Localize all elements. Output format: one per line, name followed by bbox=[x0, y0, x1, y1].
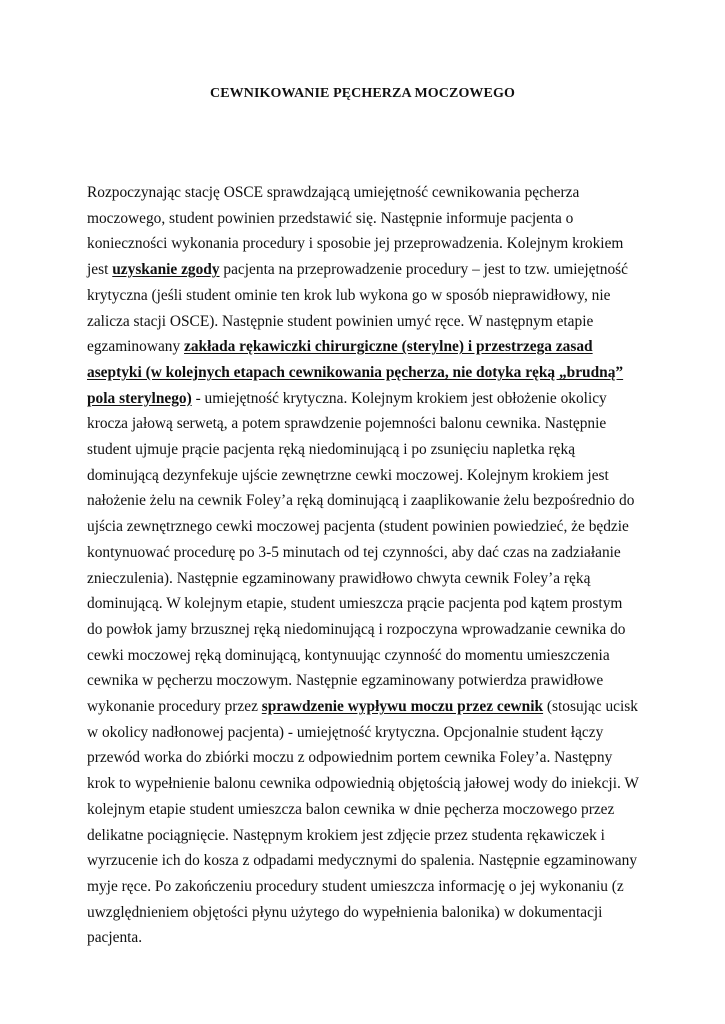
body-paragraph bbox=[87, 180, 641, 951]
paragraph-text-4: (stosując ucisk w okolicy nadłonowej pacjenta) - umiejętność krytyczna. Opcjonalnie student łączy przewód worka do zbiórki moczu z odpowiednim portem cewnika Foley’a. Następny krok to wypełnienie balonu cewnika odpowiednią objętością jałowej wody do iniekcji. W kolejnym etapie student umieszcza balon cewnika w dnie pęcherza moczowego przez delikatne pociągnięcie. Następnym krokiem jest zdjęcie przez studenta rękawiczek i wyrzucenie ich do kosza z odpadami medycznymi do spalenia. Następnie egzaminowany myje ręce. Po zakończeniu procedury student umieszcza informację o jej wykonaniu (z uwzględnieniem objętości płynu użytego do wypełnienia balonika) w dokumentacji pacjenta. bbox=[87, 698, 639, 947]
paragraph-text-1: Rozpoczynając stację OSCE sprawdzającą umiejętność cewnikowania pęcherza moczowego, student powinien przedstawić się. Następnie informuje pacjenta o konieczności wykonania procedury i sposobie jej przeprowadzenia. Kolejnym krokiem jest bbox=[87, 184, 624, 279]
critical-skill-sterile-gloves: zakłada rękawiczki chirurgiczne (sterylne) i przestrzega zasad aseptyki (w kolejnych etapach cewnikowania pęcherza, nie dotyka ręką „brudną” pola sterylnego) bbox=[87, 338, 624, 407]
paragraph-text-3: - umiejętność krytyczna. Kolejnym krokiem jest obłożenie okolicy krocza jałową serwetą, a potem sprawdzenie pojemności balonu cewnika. Następnie student ujmuje prącie pacjenta ręką niedominującą i po zsunięciu napletka ręką dominującą dezynfekuje ujście zewnętrzne cewki moczowej. Kolejnym krokiem jest nałożenie żelu na cewnik Foley’a ręką dominującą i zaaplikowanie żelu bezpośrednio do ujścia zewnętrznego cewki moczowej pacjenta (student powinien powiedzieć, że będzie kontynuować procedurę po 3-5 minutach od tej czynności, aby dać czas na zadziałanie znieczulenia). Następnie egzaminowany prawidłowo chwyta cewnik Foley’a ręką dominującą. W kolejnym etapie, student umieszcza prącie pacjenta pod kątem prostym do powłok jamy brzusznej ręką niedominującą i rozpoczyna wprowadzanie cewnika do cewki moczowej ręką dominującą, kontynuując czynność do momentu umieszczenia cewnika w pęcherzu moczowym. Następnie egzaminowany potwierdza prawidłowe wykonanie procedury przez bbox=[87, 389, 635, 716]
critical-skill-consent: uzyskanie zgody bbox=[112, 261, 220, 279]
paragraph-text-2: pacjenta na przeprowadzenie procedury – jest to tzw. umiejętność krytyczna (jeśli student ominie ten krok lub wykona go w sposób nieprawidłowy, nie zalicza stacji OSCE). Następnie student powinien umyć ręce. W następnym etapie egzaminowany bbox=[87, 261, 628, 356]
critical-skill-urine-flow: sprawdzenie wypływu moczu przez cewnik bbox=[261, 698, 544, 716]
document-title: CEWNIKOWANIE PĘCHERZA MOCZOWEGO bbox=[210, 86, 515, 101]
